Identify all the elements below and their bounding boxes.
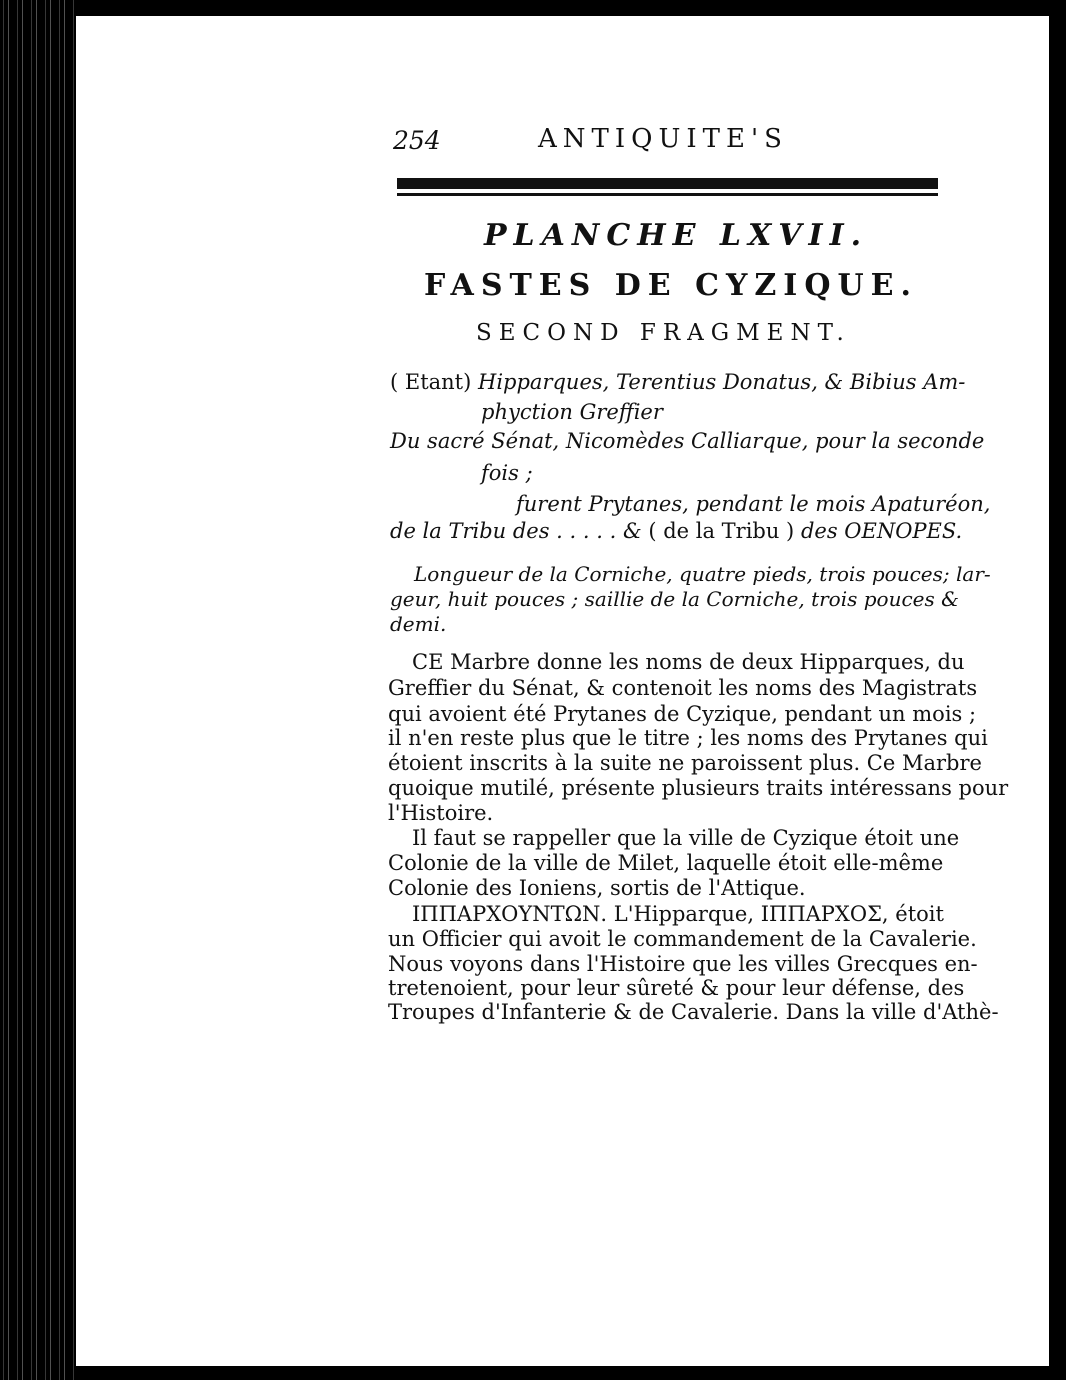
subtitle: SECOND FRAGMENT. bbox=[476, 320, 851, 346]
dimensions-line-2: geur, huit pouces ; saillie de la Corniche, trois pouces & bbox=[390, 587, 959, 611]
inscription-line-6-c: des OENOPES. bbox=[800, 519, 963, 543]
body-line-12: un Officier qui avoit le commandement de la Cavalerie. bbox=[388, 927, 977, 951]
header-rule-thin bbox=[397, 193, 938, 196]
main-title: FASTES DE CYZIQUE. bbox=[424, 268, 918, 303]
body-line-10: Colonie des Ioniens, sortis de l'Attique. bbox=[388, 876, 806, 900]
dimensions-line-1: Longueur de la Corniche, quatre pieds, trois pouces; lar- bbox=[414, 562, 991, 586]
plate-title: PLANCHE LXVII. bbox=[484, 218, 869, 253]
inscription-line-4: fois ; bbox=[481, 461, 533, 485]
body-line-4: il n'en reste plus que le titre ; les noms des Prytanes qui bbox=[388, 726, 988, 750]
body-line-5: étoient inscrits à la suite ne paroissent plus. Ce Marbre bbox=[388, 751, 982, 775]
inscription-line-1 bbox=[390, 370, 965, 394]
body-line-13: Nous voyons dans l'Histoire que les villes Grecques en- bbox=[388, 952, 978, 976]
body-line-3: qui avoient été Prytanes de Cyzique, pendant un mois ; bbox=[388, 702, 977, 726]
body-line-2: Greffier du Sénat, & contenoit les noms des Magistrats bbox=[388, 676, 978, 700]
body-line-15: Troupes d'Infanterie & de Cavalerie. Dans la ville d'Athè- bbox=[388, 1000, 999, 1024]
inscription-prefix: ( Etant) bbox=[390, 370, 472, 394]
running-title: ANTIQUITE'S bbox=[538, 124, 788, 154]
dimensions-line-3: demi. bbox=[390, 612, 447, 636]
inscription-line-2: phyction Greffier bbox=[481, 400, 663, 424]
body-line-7: l'Histoire. bbox=[388, 801, 494, 825]
inscription-line-6-b: ( de la Tribu ) bbox=[648, 519, 795, 543]
body-line-1: CE Marbre donne les noms de deux Hipparques, du bbox=[412, 650, 965, 674]
book-spine-edge bbox=[0, 0, 78, 1380]
body-line-11: ΙΠΠΑΡΧΟΥΝΤΩΝ. L'Hipparque, ΙΠΠΑΡΧΟΣ, étoit bbox=[412, 902, 944, 926]
page-number: 254 bbox=[393, 126, 441, 155]
inscription-line-6 bbox=[390, 519, 962, 543]
body-line-6: quoique mutilé, présente plusieurs traits intéressans pour bbox=[388, 776, 1009, 800]
inscription-line-3: Du sacré Sénat, Nicomèdes Calliarque, pour la seconde bbox=[390, 429, 985, 453]
body-line-14: tretenoient, pour leur sûreté & pour leur défense, des bbox=[388, 976, 965, 1000]
body-line-9: Colonie de la ville de Milet, laquelle étoit elle-même bbox=[388, 851, 944, 875]
inscription-line-5: furent Prytanes, pendant le mois Apaturéon, bbox=[516, 492, 991, 516]
inscription-line-6-a: de la Tribu des . . . . . & bbox=[390, 519, 642, 543]
body-line-8: Il faut se rappeller que la ville de Cyzique étoit une bbox=[412, 826, 960, 850]
header-rule-thick bbox=[397, 178, 938, 189]
inscription-line-1-italic: Hipparques, Terentius Donatus, & Bibius Am- bbox=[478, 370, 966, 394]
